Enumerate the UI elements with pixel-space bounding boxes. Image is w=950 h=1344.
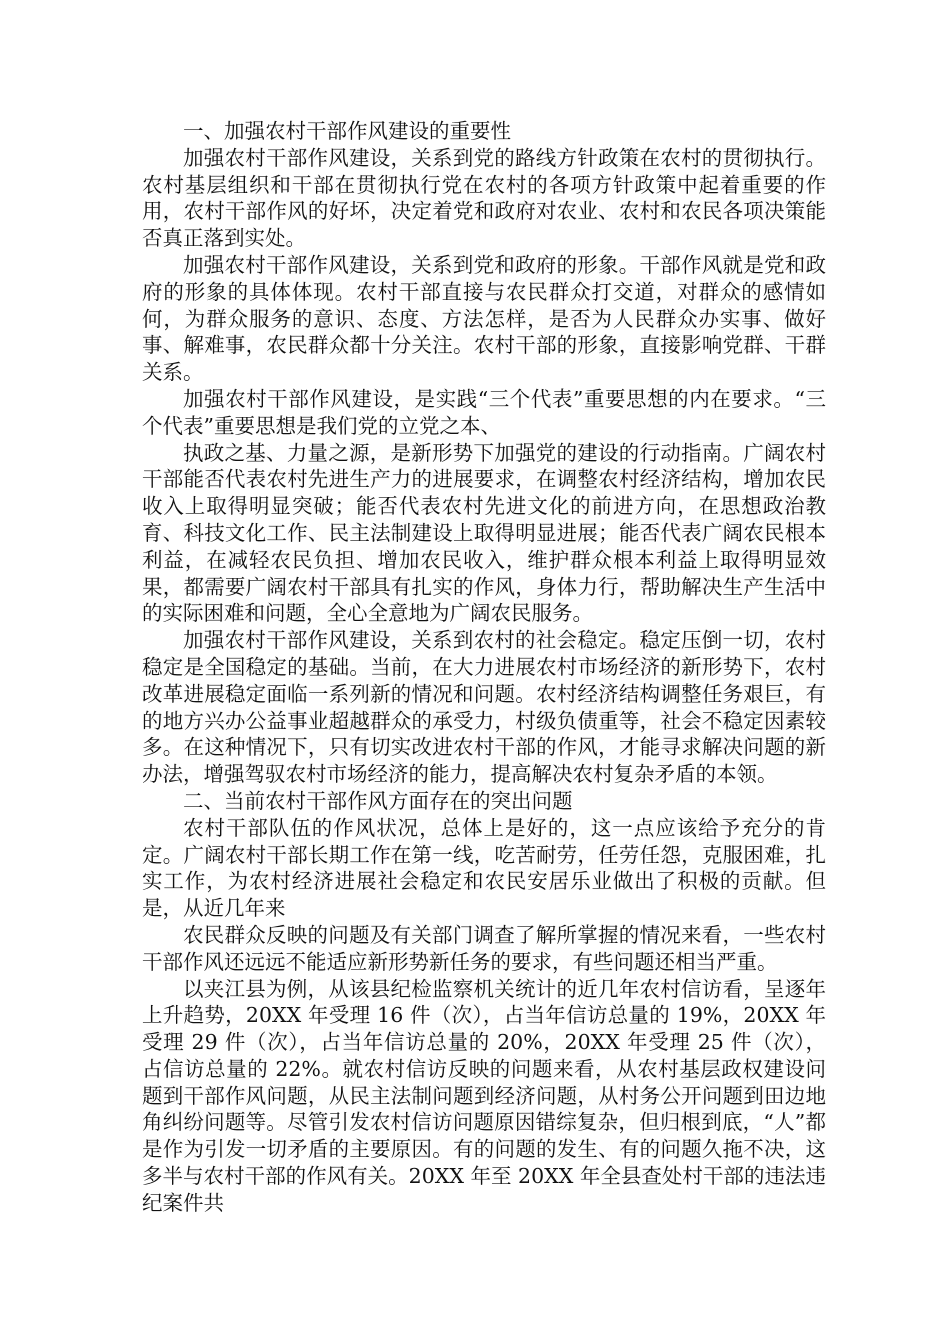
paragraph: 加强农村干部作风建设，关系到党的路线方针政策在农村的贯彻执行。农村基层组织和干部在贯彻执行党在农村的各项方针政策中起着重要的作用，农村干部作风的好坏，决定着党和政府对农业、农村和农民各项决策能否真正落到实处。 [142,145,826,251]
section-heading-2: 二、当前农村干部作风方面存在的突出问题 [183,788,573,813]
document-page [142,118,826,1217]
paragraph: 加强农村干部作风建设，是实践“三个代表”重要思想的内在要求。“三个代表”重要思想是我们党的立党之本、 [142,386,826,438]
section-heading-1: 一、加强农村干部作风建设的重要性 [183,119,511,143]
paragraph: 加强农村干部作风建设，关系到农村的社会稳定。稳定压倒一切，农村稳定是全国稳定的基础。当前，在大力进展农村市场经济的新形势下，农村改革进展稳定面临一系列新的情况和问题。农村经济结构调整任务艰巨，有的地方兴办公益事业超越群众的承受力，村级负债重等，社会不稳定因素较多。在这种情况下，只有切实改进农村干部的作风，才能寻求解决问题的新办法，增强驾驭农村市场经济的能力，提高解决农村复杂矛盾的本领。 [142,628,826,787]
paragraph: 农村干部队伍的作风状况，总体上是好的，这一点应该给予充分的肯定。广阔农村干部长期工作在第一线，吃苦耐劳，任劳任怨，克服困难，扎实工作，为农村经济进展社会稳定和农民安居乐业做出了积极的贡献。但是，从近几年来 [142,815,826,921]
paragraph: 以夹江县为例，从该县纪检监察机关统计的近几年农村信访看，呈逐年上升趋势，20XX 年受理 16 件（次），占当年信访总量的 19%，20XX 年受理 29 件（次），占当年信访总量的 20%，20XX 年受理 25 件（次），占信访总量的 22%。就农村信访反映的问题来看，从农村基层政权建设问题到干部作风问题，从民主法制问题到经济问题，从村务公开问题到田边地角纠纷问题等。尽管引发农村信访问题原因错综复杂，但归根到底，“人”都是作为引发一切矛盾的主要原因。有的问题的发生、有的问题久拖不决，这多半与农村干部的作风有关。20XX 年至 20XX 年全县查处村干部的违法违纪案件共 [142,976,826,1215]
paragraph: 农民群众反映的问题及有关部门调查了解所掌握的情况来看，一些农村干部作风还远远不能适应新形势新任务的要求，有些问题还相当严重。 [142,922,826,974]
paragraph: 执政之基、力量之源，是新形势下加强党的建设的行动指南。广阔农村干部能否代表农村先进生产力的进展要求，在调整农村经济结构，增加农民收入上取得明显突破；能否代表农村先进文化的前进方向，在思想政治教育、科技文化工作、民主法制建设上取得明显进展；能否代表广阔农民根本利益，在减轻农民负担、增加农民收入，维护群众根本利益上取得明显效果，都需要广阔农村干部具有扎实的作风，身体力行，帮助解决生产生活中的实际困难和问题，全心全意地为广阔农民服务。 [142,440,826,626]
paragraph: 加强农村干部作风建设，关系到党和政府的形象。干部作风就是党和政府的形象的具体体现。农村干部直接与农民群众打交道，对群众的感情如何，为群众服务的意识、态度、方法怎样，是否为人民群众办实事、做好事、解难事，农民群众都十分关注。农村干部的形象，直接影响党群、干群关系。 [142,252,826,385]
